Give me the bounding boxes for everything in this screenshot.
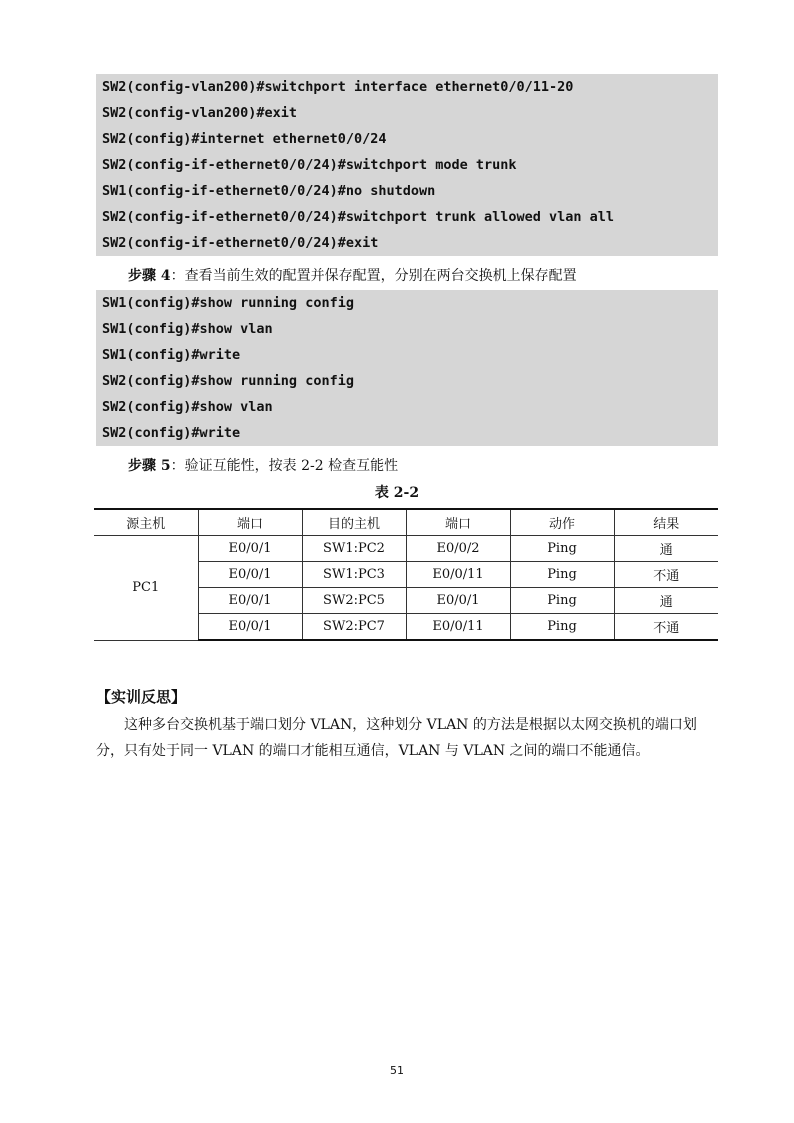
page-number: 51 xyxy=(390,1064,404,1077)
table-cell: E0/0/1 xyxy=(198,536,302,562)
code-line: SW1(config)#write xyxy=(102,347,241,363)
code-line: SW2(config)#show vlan xyxy=(102,399,273,415)
table-cell: E0/0/1 xyxy=(198,588,302,614)
table-title: 表 2-2 xyxy=(374,485,420,501)
step-5-instruction xyxy=(128,456,398,476)
table-cell: Ping xyxy=(510,536,614,562)
code-line: SW2(config-if-ethernet0/0/24)#switchport mode trunk xyxy=(102,157,517,173)
table-header-cell: 端口 xyxy=(406,509,510,536)
code-line: SW2(config-vlan200)#switchport interface ethernet0/0/11-20 xyxy=(102,79,574,95)
step-5-text: ：验证互能性，按表 2-2 检查互能性 xyxy=(170,458,399,474)
table-cell: 通 xyxy=(614,536,718,562)
code-line: SW2(config)#show running config xyxy=(102,373,354,389)
table-row xyxy=(94,536,718,562)
table-cell: Ping xyxy=(510,614,614,641)
table-cell: SW1:PC2 xyxy=(302,536,406,562)
code-line: SW1(config-if-ethernet0/0/24)#no shutdown xyxy=(102,183,436,199)
table-cell: E0/0/1 xyxy=(198,614,302,641)
table-cell: E0/0/2 xyxy=(406,536,510,562)
code-line: SW2(config-vlan200)#exit xyxy=(102,105,298,121)
table-cell: Ping xyxy=(510,562,614,588)
table-header-cell: 端口 xyxy=(198,509,302,536)
code-line: SW2(config)#internet ethernet0/0/24 xyxy=(102,131,387,147)
code-line: SW2(config)#write xyxy=(102,425,241,441)
code-line: SW1(config)#show vlan xyxy=(102,321,273,337)
step-4-text: ：查看当前生效的配置并保存配置，分别在两台交换机上保存配置 xyxy=(170,268,577,284)
code-line: SW2(config-if-ethernet0/0/24)#exit xyxy=(102,235,379,251)
table-cell: SW1:PC3 xyxy=(302,562,406,588)
table-cell: Ping xyxy=(510,588,614,614)
source-host-cell: PC1 xyxy=(94,536,198,641)
table-header-cell: 目的主机 xyxy=(302,509,406,536)
table-header-cell: 动作 xyxy=(510,509,614,536)
table-cell: E0/0/1 xyxy=(198,562,302,588)
code-block-1 xyxy=(96,74,718,256)
table-header-row xyxy=(94,509,718,536)
step-4-instruction xyxy=(128,266,577,286)
code-line: SW1(config)#show running config xyxy=(102,295,354,311)
code-line: SW2(config-if-ethernet0/0/24)#switchport trunk allowed vlan all xyxy=(102,209,615,225)
table-header-cell: 结果 xyxy=(614,509,718,536)
table-cell: SW2:PC7 xyxy=(302,614,406,641)
table-cell: E0/0/11 xyxy=(406,562,510,588)
table-cell: E0/0/1 xyxy=(406,588,510,614)
step-4-label: 步骤 4 xyxy=(128,268,171,284)
step-5-label: 步骤 5 xyxy=(128,458,171,474)
table-cell: SW2:PC5 xyxy=(302,588,406,614)
table-cell: 通 xyxy=(614,588,718,614)
table-cell: E0/0/11 xyxy=(406,614,510,641)
table-header-cell: 源主机 xyxy=(94,509,198,536)
table-cell: 不通 xyxy=(614,562,718,588)
reflection-heading: 【实训反思】 xyxy=(96,688,187,706)
reflection-paragraph: 这种多台交换机基于端口划分 VLAN，这种划分 VLAN 的方法是根据以太网交换机的端口划分，只有处于同一 VLAN 的端口才能相互通信，VLAN 与 VLAN 之间的端口不能通信。 xyxy=(96,717,697,759)
table-cell: 不通 xyxy=(614,614,718,641)
code-block-2 xyxy=(96,290,718,446)
connectivity-table xyxy=(94,508,718,641)
